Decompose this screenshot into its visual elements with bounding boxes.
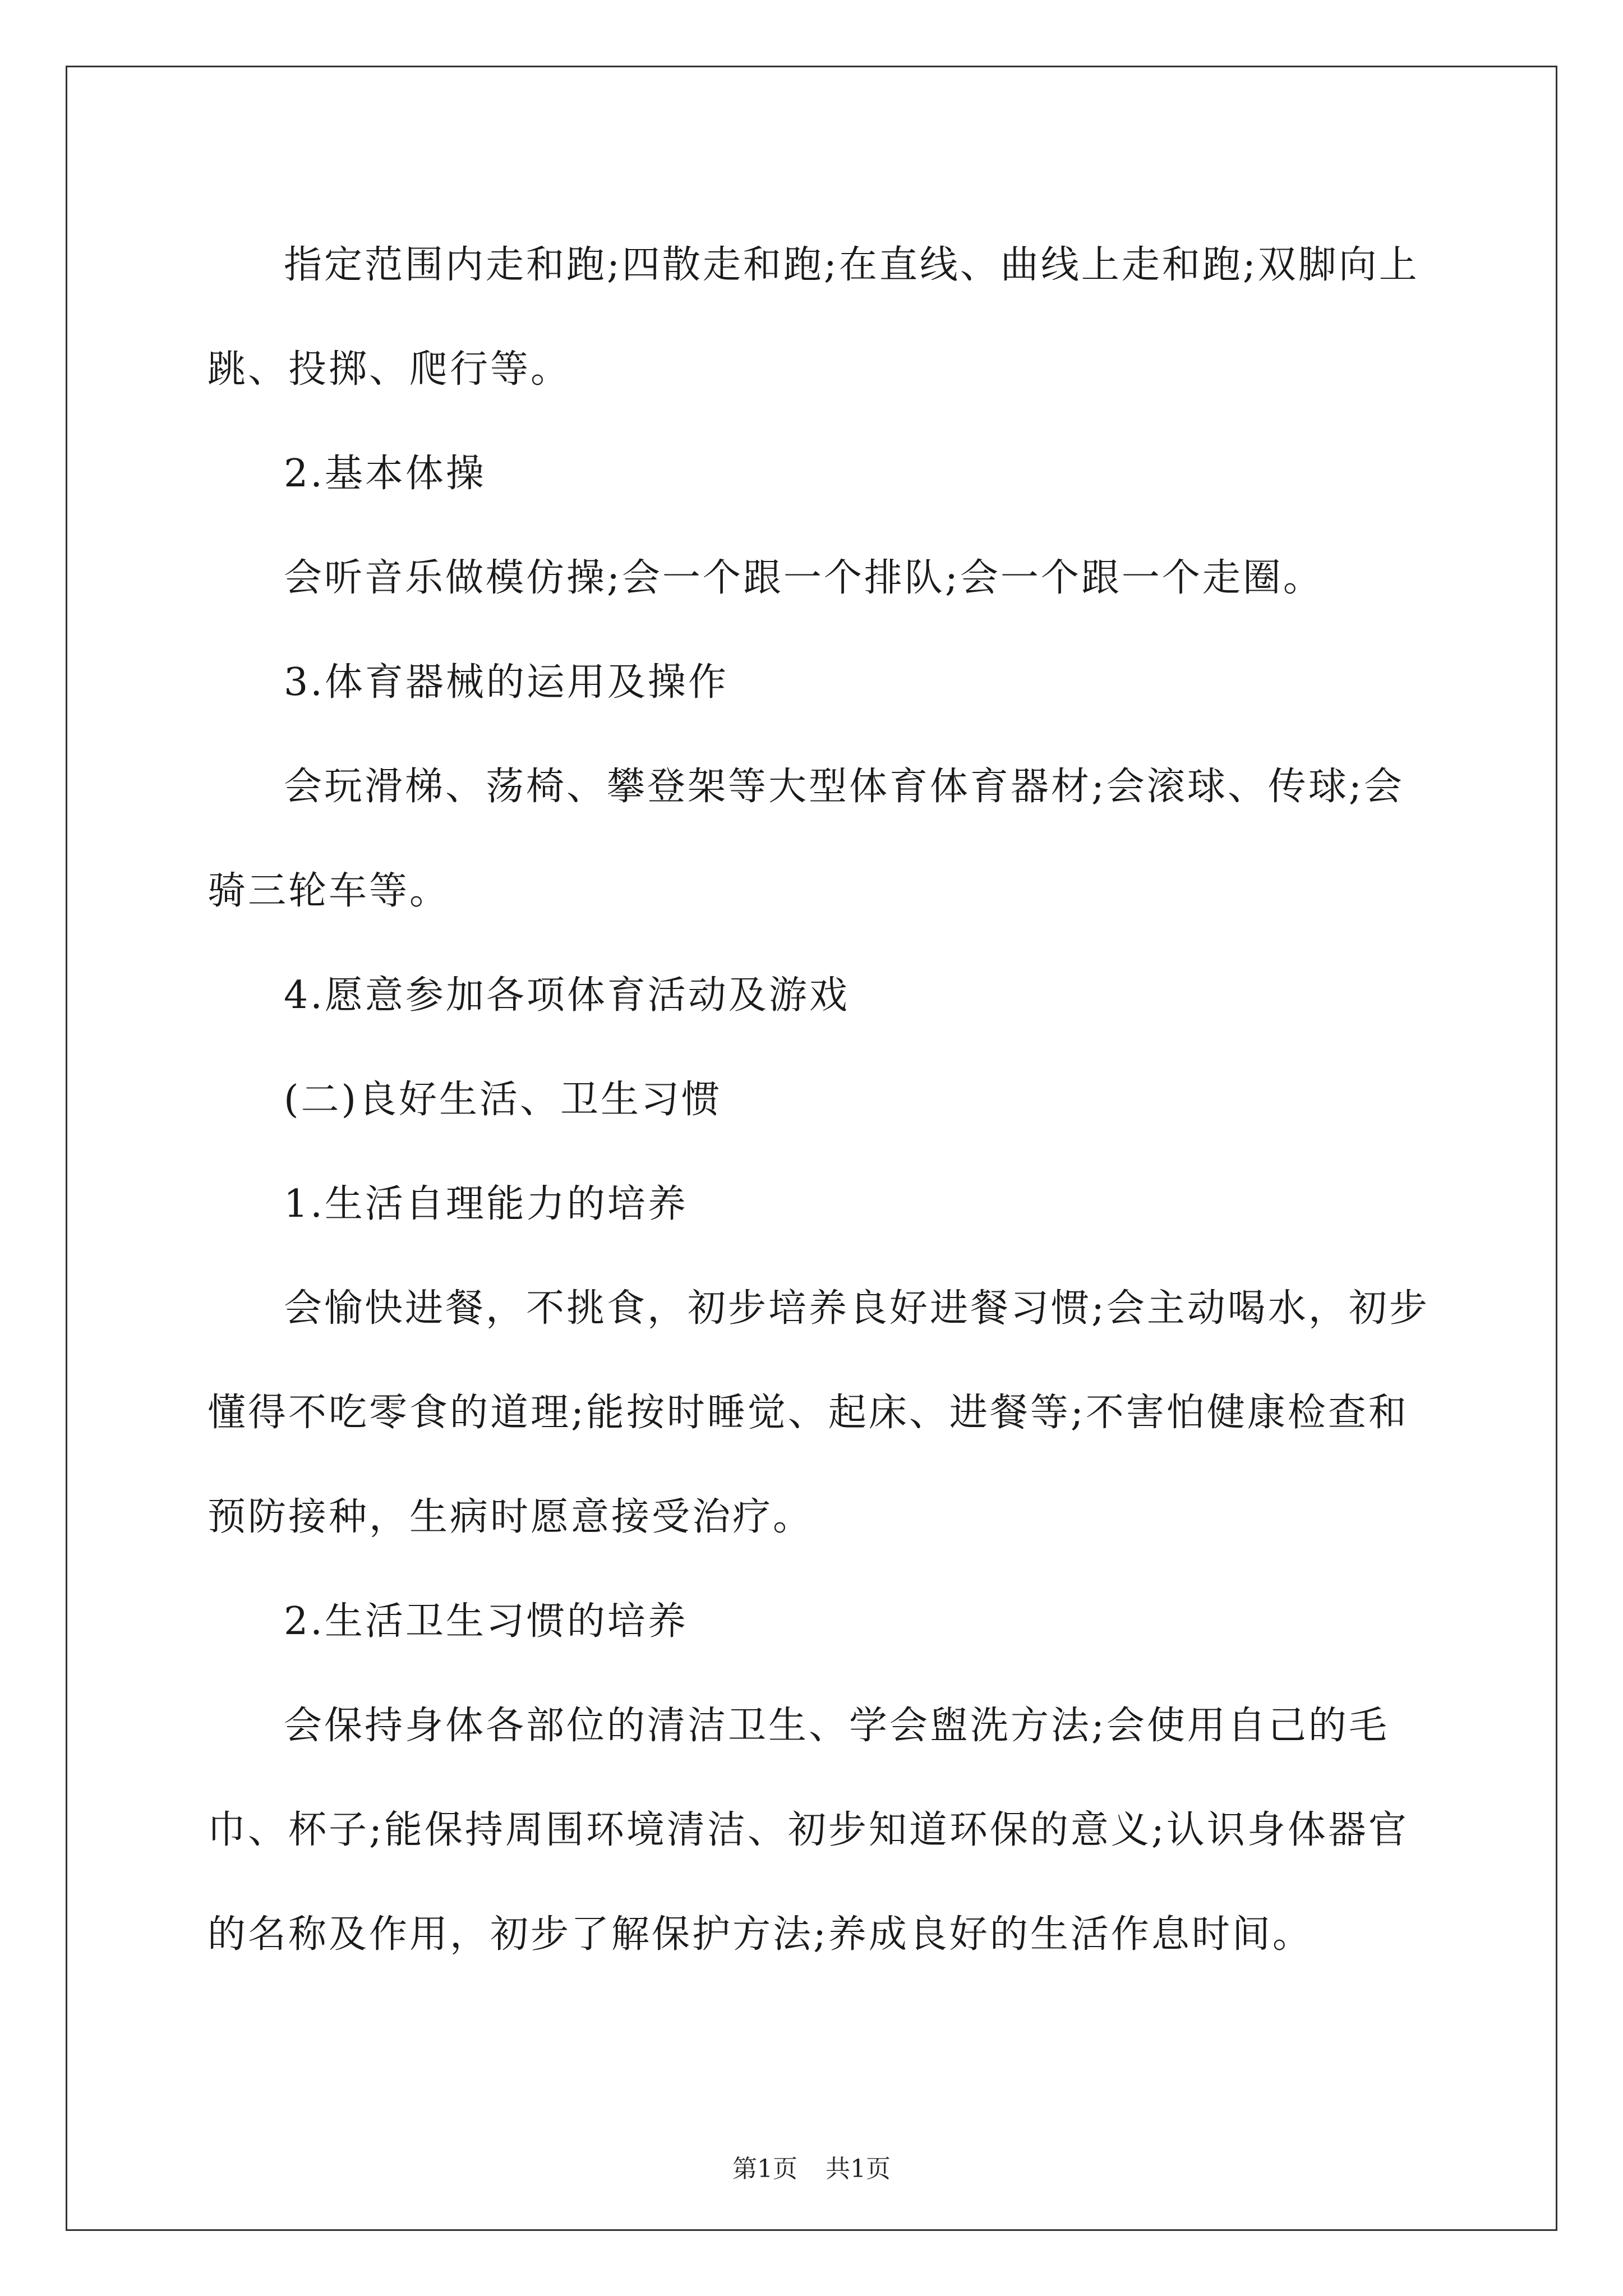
page-footer [0,2148,1623,2184]
document-body [208,213,1430,1987]
paragraph-4: 会愉快进餐，不挑食，初步培养良好进餐习惯;会主动喝水，初步懂得不吃零食的道理;能按时睡觉、起床、进餐等;不害怕健康检查和预防接种，生病时愿意接受治疗。 [208,1286,1430,1539]
section-heading-habits: (二)良好生活、卫生习惯 [284,1078,722,1122]
paragraph-3: 会玩滑梯、荡椅、攀登架等大型体育体育器材;会滚球、传球;会骑三轮车等。 [208,765,1404,913]
heading-equipment: 3.体育器械的运用及操作 [284,660,728,705]
paragraph-5: 会保持身体各部位的清洁卫生、学会盥洗方法;会使用自己的毛巾、杯子;能保持周围环境清洁、初步知道环保的意义;认识身体器官的名称及作用，初步了解保护方法;养成良好的生活作息时间。 [208,1704,1409,1957]
paragraph-2: 会听音乐做模仿操;会一个跟一个排队;会一个跟一个走圈。 [284,556,1324,600]
heading-hygiene: 2.生活卫生习惯的培养 [284,1599,688,1644]
total-pages: 共1页 [826,2155,891,2183]
heading-self-care: 1.生活自理能力的培养 [284,1182,688,1226]
heading-basic-gymnastics: 2.基本体操 [284,452,486,496]
paragraph-1: 指定范围内走和跑;四散走和跑;在直线、曲线上走和跑;双脚向上跳、投掷、爬行等。 [208,243,1419,392]
heading-sports-activities: 4.愿意参加各项体育活动及游戏 [284,973,850,1018]
page-number: 第1页 [732,2155,797,2183]
